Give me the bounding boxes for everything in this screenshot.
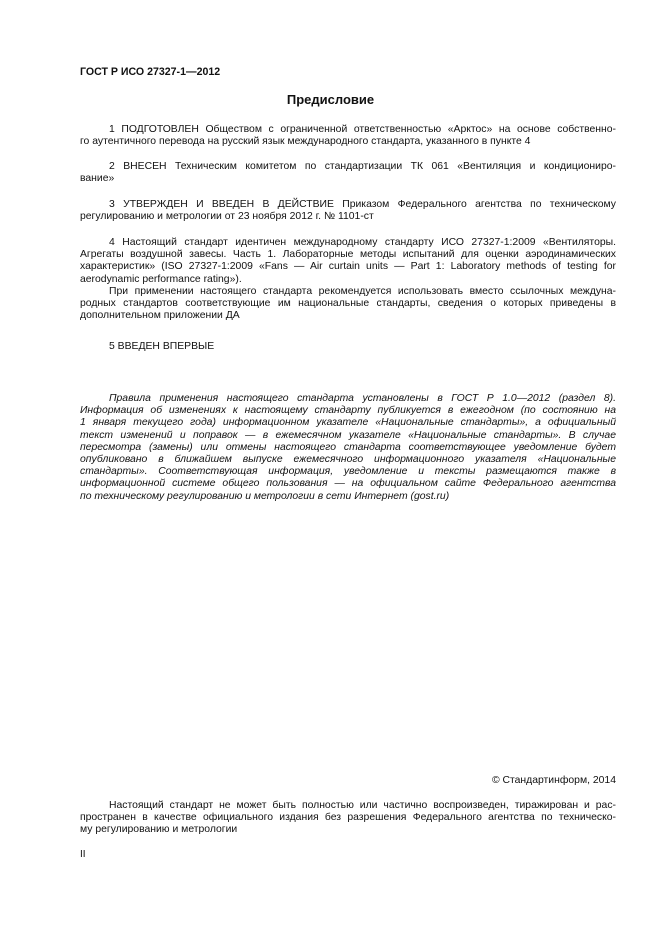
paragraph-item-5 — [80, 341, 616, 353]
paragraph-line: пространен в качестве официального издания без разрешения Федерального агентства по техническо- — [80, 812, 616, 824]
notice-line: Правила применения настоящего стандарта установлены в ГОСТ Р 1.0—2012 (раздел 8). — [109, 393, 616, 404]
paragraph-line: 5 ВВЕДЕН ВПЕРВЫЕ — [109, 341, 215, 352]
notice-line: опубликовано в ближайшем выпуске ежемесячного информационного указателя «Национальные — [80, 454, 616, 466]
paragraph-item-3 — [80, 199, 616, 223]
paragraph-line: 4 Настоящий стандарт идентичен международному стандарту ИСО 27327-1:2009 «Вентиляторы. — [109, 237, 616, 248]
paragraph-line: Агрегаты воздушной завесы. Часть 1. Лабораторные методы испытаний для оценки аэродинамических — [80, 249, 616, 261]
page-number: II — [80, 849, 86, 860]
paragraph-line: 3 УТВЕРЖДЕН И ВВЕДЕН В ДЕЙСТВИЕ Приказом Федерального агентства по техническому — [109, 199, 616, 210]
paragraph-line: Настоящий стандарт не может быть полностью или частично воспроизведен, тиражирован и рас- — [109, 800, 616, 811]
notice-line: стандарты». Соответствующая информация, уведомление и тексты размещаются также в — [80, 466, 616, 478]
paragraph-line: характеристик» (ISO 27327-1:2009 «Fans — Air curtain units — Part 1: Laboratory methods of testing for — [80, 261, 616, 273]
paragraph-line: регулированию и метрологии от 23 ноября 2012 г. № 1101-ст — [80, 211, 374, 223]
paragraph-item-2 — [80, 161, 616, 185]
paragraph-line: дополнительном приложении ДА — [80, 310, 240, 322]
notice-line: текст изменений и поправок — в ежемесячном указателе «Национальные стандарты». В случае — [80, 429, 616, 441]
notice-line: Информация об изменениях к настоящему стандарту публикуется в ежегодном (по состоянию на — [80, 405, 616, 417]
paragraph-line: 2 ВНЕСЕН Техническим комитетом по стандартизации ТК 061 «Вентиляция и кондициониро- — [109, 161, 616, 172]
page-title: Предисловие — [286, 92, 375, 107]
paragraph-line: родных стандартов соответствующие им национальные стандарты, сведения о которых приведены в — [80, 298, 616, 310]
notice-line: по техническому регулированию и метрологии в сети Интернет (gost.ru) — [80, 490, 450, 502]
document-header: ГОСТ Р ИСО 27327-1—2012 — [80, 66, 221, 78]
notice-line: информационной системе общего пользования — на официальном сайте Федерального агентства — [80, 478, 616, 490]
paragraph-line: вание» — [80, 173, 115, 185]
paragraph-line: 1 ПОДГОТОВЛЕН Обществом с ограниченной ответственностью «Арктос» на основе собственно- — [109, 124, 616, 135]
notice-line: 1 января текущего года) информационном указателе «Национальные стандарты», а официальный — [80, 417, 616, 429]
paragraph-line: При применении настоящего стандарта рекомендуется использовать вместо ссылочных междуна- — [109, 285, 616, 297]
paragraph-line: aerodynamic performance rating»). — [80, 273, 242, 285]
notice-line: пересмотра (замены) или отмены настоящего стандарта соответствующее уведомление будет — [80, 441, 616, 453]
paragraph-line: му регулированию и метрологии — [80, 824, 238, 836]
reproduction-notice — [80, 800, 616, 837]
rules-notice — [80, 393, 616, 503]
paragraph-item-4 — [80, 237, 616, 322]
paragraph-item-1 — [80, 124, 616, 148]
paragraph-line: го аутентичного перевода на русский язык международного стандарта, указанного в пункте 4 — [80, 136, 531, 148]
copyright-notice: © Стандартинформ, 2014 — [491, 775, 616, 786]
